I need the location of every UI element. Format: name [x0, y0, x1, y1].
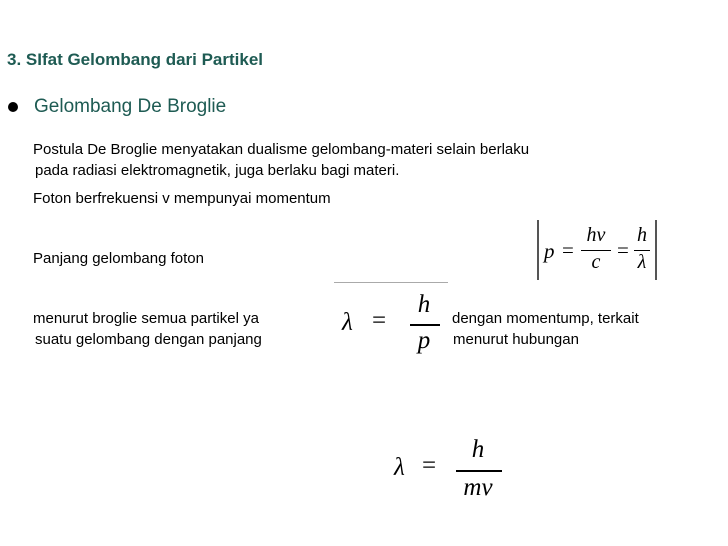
bullet-dot-icon: [8, 102, 18, 112]
bullet-text: Gelombang De Broglie: [34, 96, 227, 117]
formula-equals: =: [562, 238, 574, 262]
formula-denominator: mv: [463, 474, 493, 501]
formula-denominator: c: [591, 251, 601, 273]
formula-numerator: h: [471, 436, 485, 463]
formula-symbol: λ: [342, 309, 353, 336]
paragraph-postulate: [33, 139, 529, 181]
paragraph-line-end: dengan momentump, terkait: [452, 310, 639, 327]
paragraph-line: pada radiasi elektromagnetik, juga berlaku bagi materi.: [35, 162, 400, 179]
formula-denominator: λ: [637, 251, 647, 273]
fraction-bar: [410, 324, 440, 326]
formula-numerator: h: [637, 224, 647, 246]
bullet-item: [8, 96, 226, 118]
formula-symbol: λ: [394, 454, 405, 481]
paragraph-broglie: [33, 308, 262, 350]
paragraph-photon-momentum: Foton berfrekuensi v mempunyai momentum: [33, 190, 331, 207]
formula-denominator: p: [417, 327, 431, 354]
formula-equals: =: [372, 307, 387, 334]
slide-title: 3. SIfat Gelombang dari Partikel: [7, 50, 264, 69]
formula-symbol: p: [544, 239, 555, 263]
paragraph-line: Postula De Broglie menyatakan dualisme gelombang-materi selain berlaku: [33, 141, 530, 158]
paragraph-line-end: menurut hubungan: [453, 331, 579, 348]
formula-equals: =: [617, 238, 629, 262]
formula-wavelength: [334, 282, 448, 365]
paragraph-photon-wavelength: Panjang gelombang foton: [33, 250, 204, 267]
paragraph-line: suatu gelombang dengan panjang: [35, 331, 262, 348]
formula-wavelength-mv: [370, 428, 510, 510]
formula-momentum: [537, 220, 657, 280]
paragraph-line: menurut broglie semua partikel ya: [33, 310, 259, 327]
fraction-bar: [456, 470, 502, 472]
formula-numerator: hν: [586, 224, 606, 246]
formula-equals: =: [422, 452, 437, 479]
formula-numerator: h: [417, 291, 431, 318]
